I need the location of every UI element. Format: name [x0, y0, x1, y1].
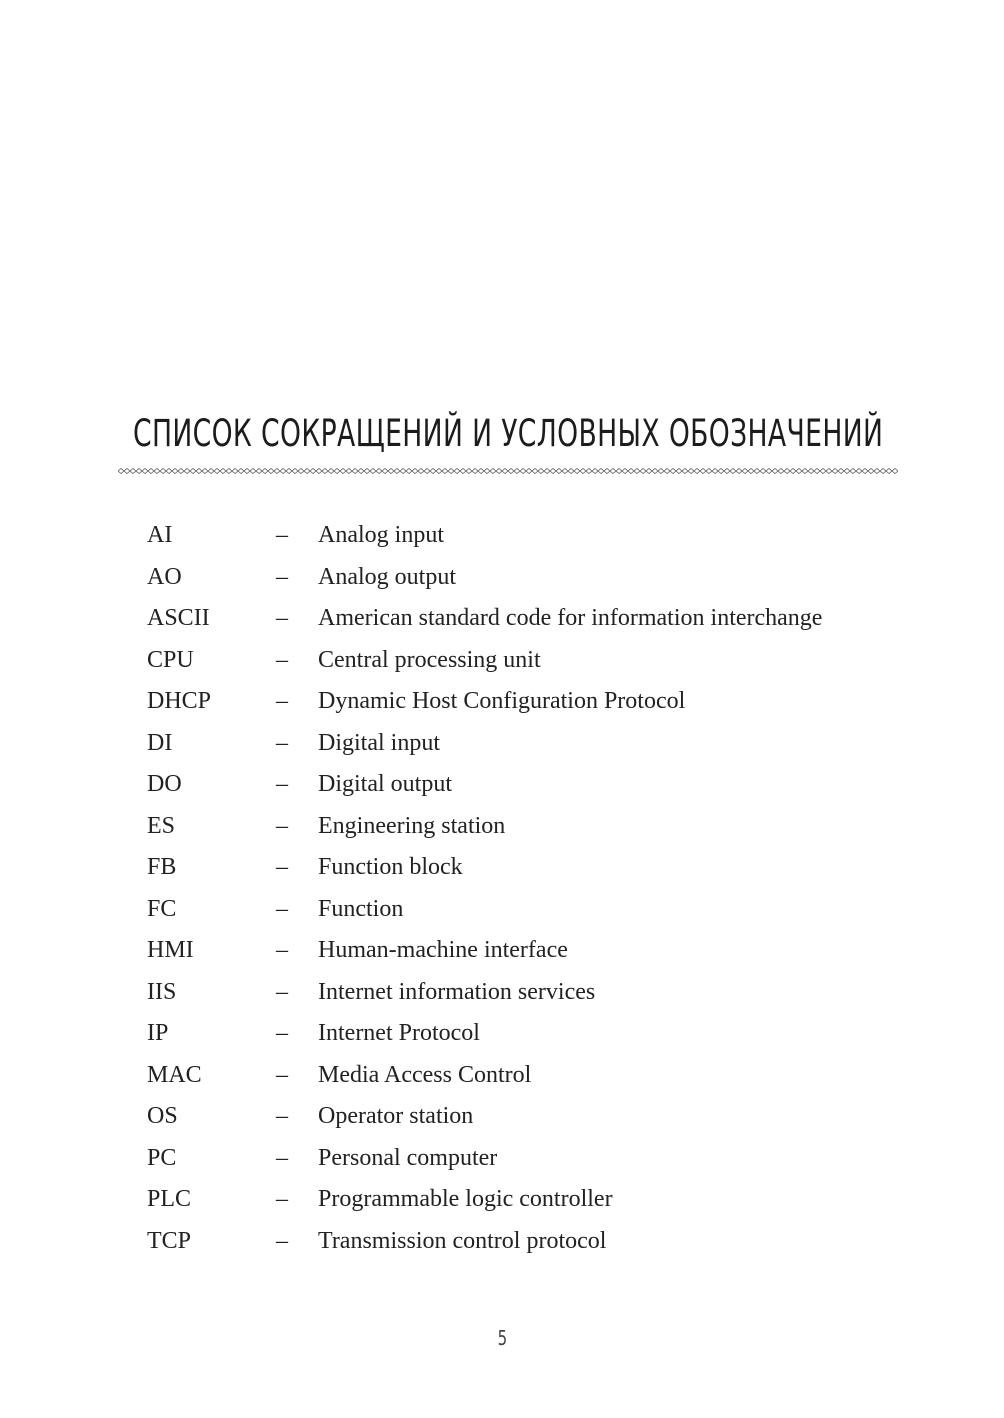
abbreviation: ASCII [147, 605, 210, 631]
dash-separator: – [276, 812, 288, 839]
definition: Analog input [318, 522, 444, 548]
definition: Internet Protocol [318, 1020, 480, 1046]
page-title-text: СПИСОК СОКРАЩЕНИЙ И УСЛОВНЫХ ОБОЗНАЧЕНИЙ [133, 412, 884, 455]
dash-separator: – [276, 729, 288, 756]
page-number [0, 1326, 1004, 1350]
dash-separator: – [276, 1144, 288, 1171]
definition: Media Access Control [318, 1061, 532, 1088]
dash-separator: – [276, 895, 288, 922]
definition: Function block [318, 854, 463, 880]
dash-separator: – [276, 563, 288, 590]
abbreviation: PLC [147, 1186, 192, 1212]
definition: Transmission control protocol [318, 1227, 607, 1254]
abbreviation: IIS [147, 978, 177, 1005]
definition: Dynamic Host Configuration Protocol [318, 688, 686, 714]
definition: Programmable logic controller [318, 1186, 613, 1212]
decorative-diamond-rule [118, 466, 898, 476]
dash-separator: – [276, 1020, 288, 1046]
abbreviation: FC [147, 895, 177, 922]
dash-separator: – [276, 771, 288, 797]
definition: Central processing unit [318, 646, 541, 673]
abbreviation: FB [147, 854, 177, 880]
abbreviation: DI [147, 729, 173, 756]
abbreviation: MAC [147, 1061, 202, 1088]
abbreviation: CPU [147, 646, 194, 673]
abbreviation: AO [147, 563, 182, 590]
page-title [133, 412, 883, 462]
definition: American standard code for information interchange [318, 605, 823, 631]
definition: Function [318, 895, 404, 922]
dash-separator: – [276, 937, 288, 963]
abbreviation: AI [147, 522, 173, 548]
definition: Operator station [318, 1103, 474, 1129]
definition: Human-machine interface [318, 937, 568, 963]
abbreviation: OS [147, 1103, 178, 1129]
dash-separator: – [276, 646, 288, 673]
definition: Engineering station [318, 812, 506, 839]
definition: Internet information services [318, 978, 596, 1005]
abbreviation: DO [147, 771, 182, 797]
definition: Digital input [318, 729, 440, 756]
dash-separator: – [276, 1061, 288, 1088]
abbreviation: HMI [147, 937, 194, 963]
abbreviation: ES [147, 812, 176, 839]
abbreviation: TCP [147, 1227, 192, 1254]
dash-separator: – [276, 978, 288, 1005]
dash-separator: – [276, 1186, 288, 1212]
abbreviation: PC [147, 1144, 177, 1171]
definition: Personal computer [318, 1144, 498, 1171]
definition: Analog output [318, 563, 456, 590]
page-number-text: 5 [497, 1326, 507, 1350]
abbreviation: IP [147, 1020, 169, 1046]
dash-separator: – [276, 522, 288, 548]
dash-separator: – [276, 854, 288, 880]
abbreviation: DHCP [147, 688, 212, 714]
definition: Digital output [318, 771, 452, 797]
dash-separator: – [276, 688, 288, 714]
dash-separator: – [276, 605, 288, 631]
dash-separator: – [276, 1227, 288, 1254]
dash-separator: – [276, 1103, 288, 1129]
